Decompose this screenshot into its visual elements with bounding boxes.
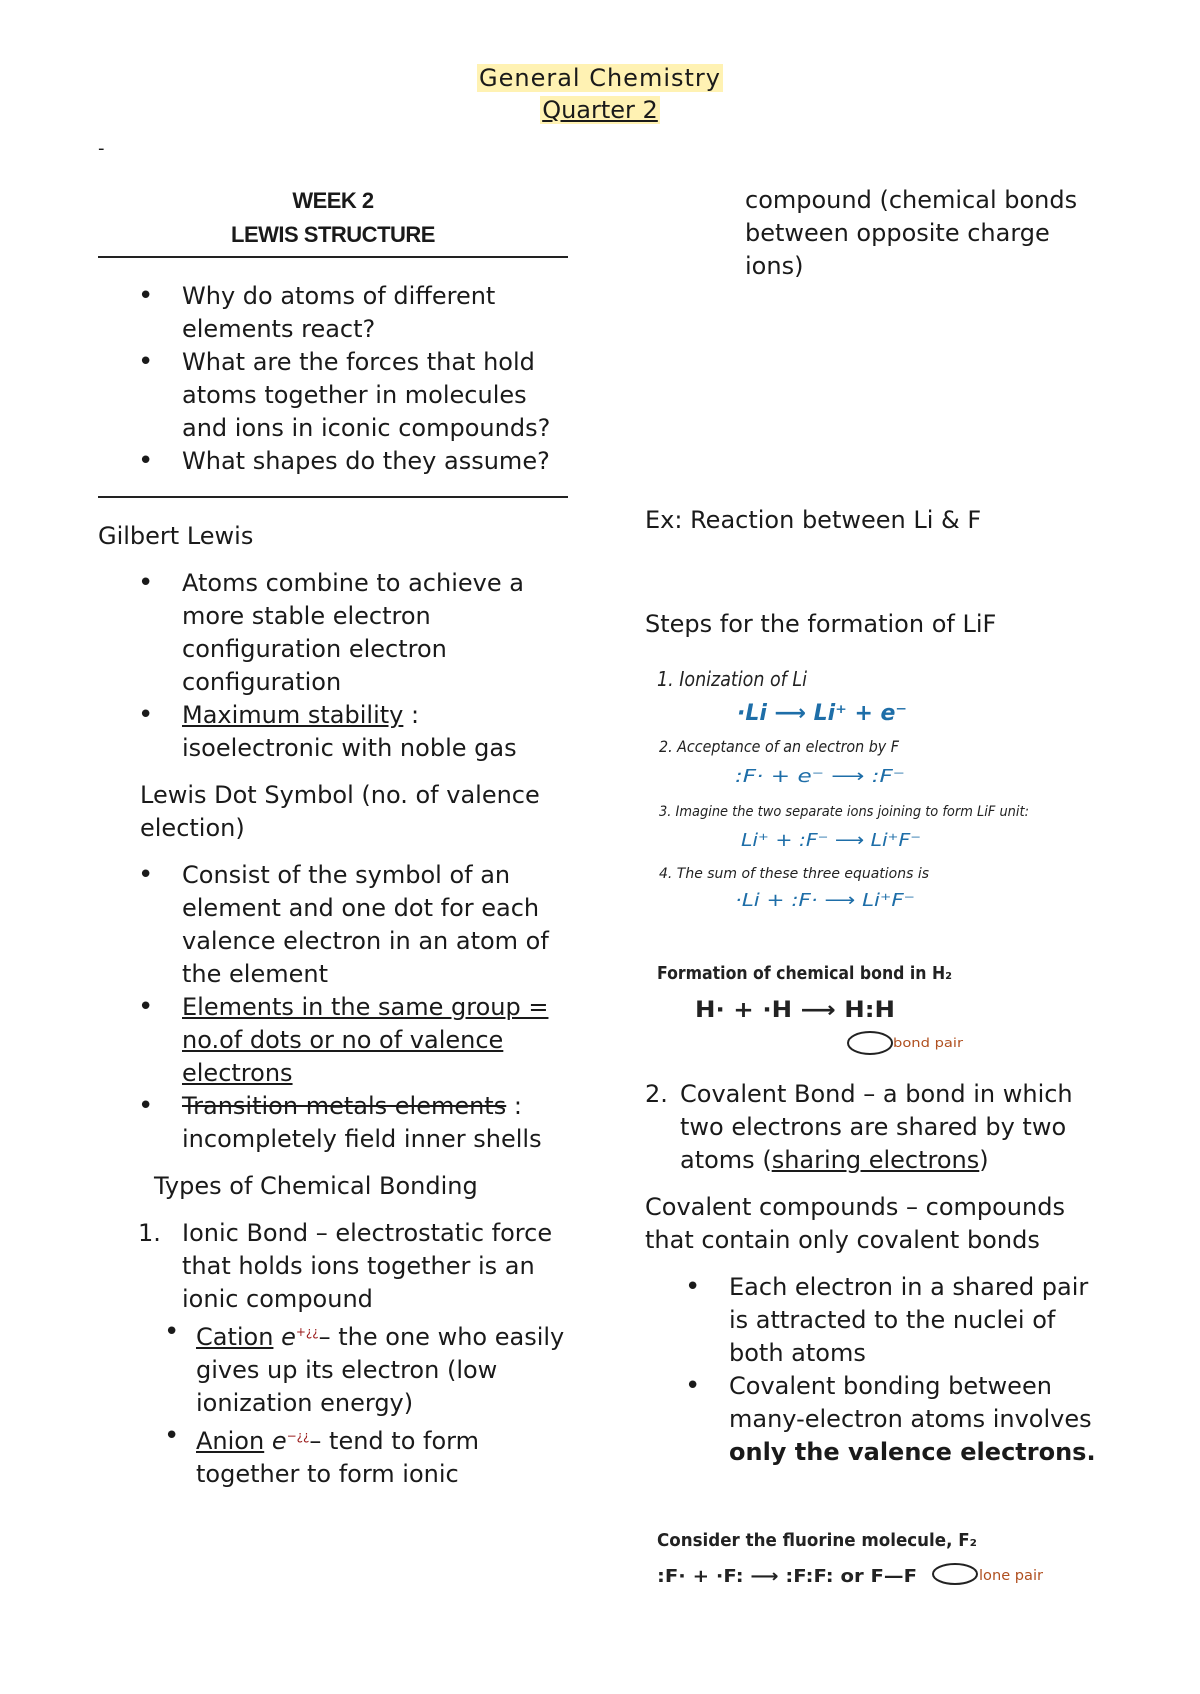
- covalent-bond-item: 2. Covalent Bond – a bond in which two electrons are shared by two atoms (sharing electrons): [645, 1080, 1073, 1174]
- h2-bond-sketch: [655, 955, 975, 1065]
- covalent-section: [645, 1078, 1115, 1469]
- dot-bullet: • Transition metals elements : incompletely field inner shells: [98, 1090, 568, 1156]
- hw-f2-eq: :F· + ·F: ⟶ :F:F: or F—F: [657, 1566, 917, 1587]
- divider-bottom: [98, 496, 568, 498]
- left-column: [98, 184, 568, 1491]
- question-item: • What are the forces that hold atoms together in molecules and ions in iconic compounds?: [98, 346, 568, 445]
- hw-eq-2: :F· + e⁻ ⟶ :F⁻: [735, 766, 905, 787]
- covalent-bullet: • Covalent bonding between many-electron atoms involves only the valence electrons.: [645, 1370, 1115, 1469]
- dot-bullet: • Elements in the same group = no.of dots or no of valence electrons: [98, 991, 568, 1090]
- hw-eq-3: Li⁺ + :F⁻ ⟶ Li⁺F⁻: [741, 830, 921, 851]
- document-subtitle: [0, 96, 1200, 124]
- question-item: • Why do atoms of different elements react?: [98, 280, 568, 346]
- steps-heading: Steps for the formation of LiF: [645, 610, 997, 638]
- hw-step-3: 3. Imagine the two separate ions joining to form LiF unit:: [659, 804, 1029, 820]
- hw-h2-title: Formation of chemical bond in H₂: [657, 963, 952, 984]
- example-line: Ex: Reaction between Li & F: [645, 506, 982, 534]
- hw-eq-1: ·Li ⟶ Li⁺ + e⁻: [737, 701, 907, 726]
- covalent-bullet: • Each electron in a shared pair is attracted to the nuclei of both atoms: [645, 1271, 1115, 1370]
- topic-label: LEWIS STRUCTURE: [231, 222, 435, 247]
- lif-steps-sketch: [655, 660, 1075, 910]
- dot-symbol-heading: Lewis Dot Symbol (no. of valence election): [140, 781, 540, 842]
- max-stability-term: Maximum stability: [182, 701, 404, 729]
- hw-eq-4: ·Li + :F· ⟶ Li⁺F⁻: [735, 890, 915, 910]
- transition-metals-term: Transition metals elements: [182, 1092, 507, 1120]
- hw-step-4: 4. The sum of these three equations is: [659, 866, 929, 882]
- lone-pair-ring: [933, 1564, 977, 1584]
- anion-bullet: • Anion e−¿¿– tend to form together to form ionic: [98, 1420, 568, 1491]
- hw-f2-label: lone pair: [979, 1568, 1044, 1584]
- bond-types-heading: Types of Chemical Bonding: [154, 1172, 478, 1200]
- right-column-top: [645, 184, 1115, 283]
- ionic-bond-item: 1. Ionic Bond – electrostatic force that holds ions together is an ionic compound: [138, 1219, 553, 1313]
- hw-h2-label: bond pair: [893, 1036, 964, 1050]
- hw-f2-title: Consider the fluorine molecule, F₂: [657, 1530, 977, 1551]
- question-item: • What shapes do they assume?: [98, 445, 568, 478]
- cation-bullet: • Cation e+¿¿– the one who easily gives up its electron (low ionization energy): [98, 1316, 568, 1420]
- title-text: General Chemistry: [479, 64, 721, 92]
- dot-bullet: • Consist of the symbol of an element and one dot for each valence electron in an atom of the element: [98, 859, 568, 991]
- f2-molecule-sketch: [655, 1522, 1055, 1612]
- hw-step-2: 2. Acceptance of an electron by F: [659, 737, 900, 756]
- dash-mark: -: [98, 138, 105, 159]
- subtitle-text: Quarter 2: [542, 96, 658, 124]
- ionic-continued: compound (chemical bonds between opposite charge ions): [745, 186, 1078, 280]
- covalent-compounds-def: Covalent compounds – compounds that contain only covalent bonds: [645, 1193, 1065, 1254]
- hw-h2-eq: H· + ·H ⟶ H:H: [695, 998, 895, 1023]
- week-label: WEEK 2: [292, 188, 374, 213]
- bond-pair-ring: [848, 1032, 892, 1054]
- gilbert-bullet: • Maximum stability : isoelectronic with noble gas: [98, 699, 568, 765]
- gilbert-heading: Gilbert Lewis: [98, 522, 254, 550]
- hw-step-1: 1. Ionization of Li: [657, 667, 808, 691]
- document-title: [0, 64, 1200, 92]
- divider-top: [98, 256, 568, 258]
- gilbert-bullet: • Atoms combine to achieve a more stable electron configuration electron configuration: [98, 567, 568, 699]
